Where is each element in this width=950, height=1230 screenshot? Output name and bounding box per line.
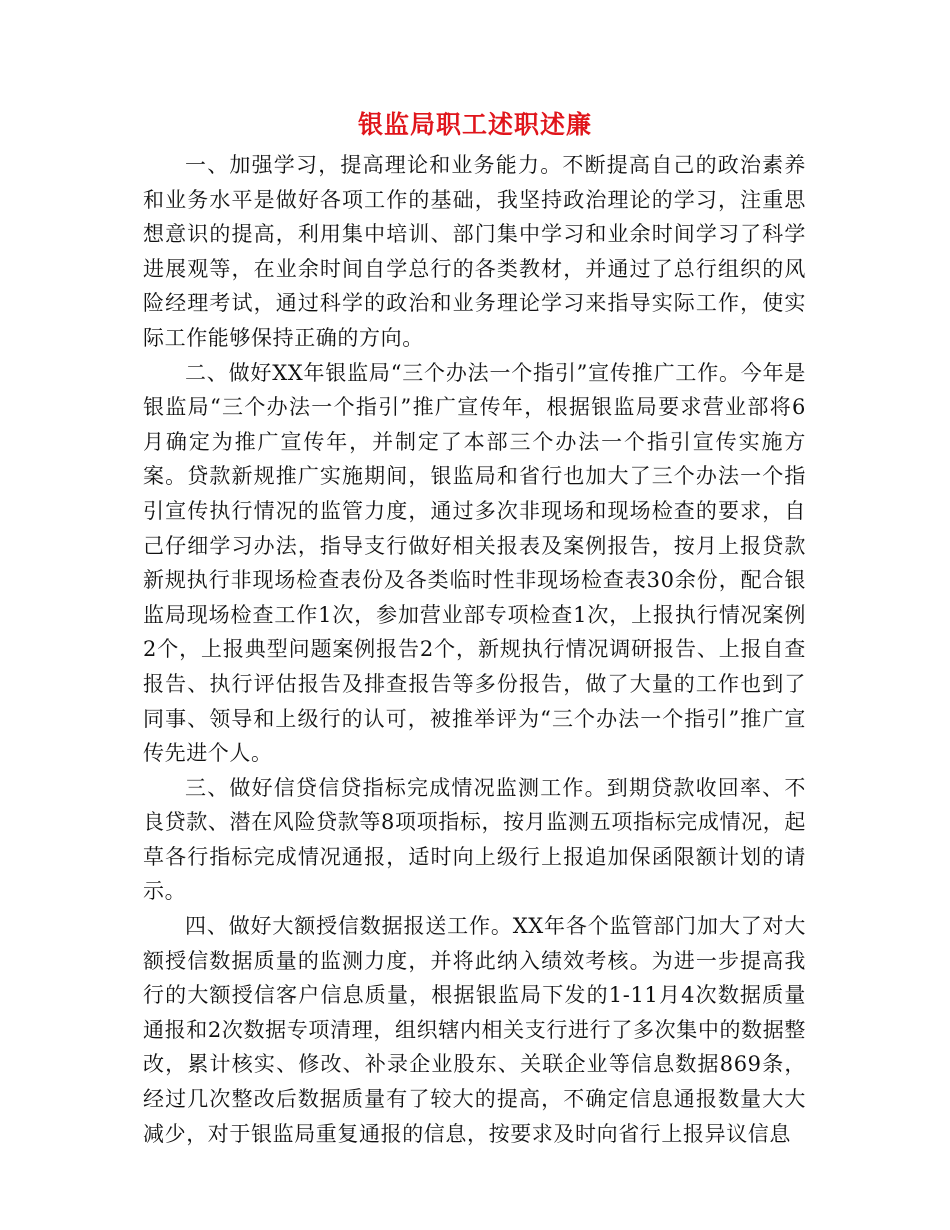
paragraph-4: 四、做好大额授信数据报送工作。XX年各个监管部门加大了对大额授信数据质量的监测力度，并将此纳入绩效考核。为进一步提高我行的大额授信客户信息质量，根据银监局下发的1-11月4次数据质量通报和2次数据专项清理，组织辖内相关支行进行了多次集中的数据整改，累计核实、修改、补录企业股东、关联企业等信息数据869条，经过几次整改后数据质量有了较大的提高，不确定信息通报数量大大减少，对于银监局重复通报的信息，按要求及时向省行上报异议信息 bbox=[143, 914, 806, 1146]
document-body bbox=[143, 148, 806, 1151]
paragraph-2: 二、做好XX年银监局“三个办法一个指引”宣传推广工作。今年是银监局“三个办法一个指引”推广宣传年，根据银监局要求营业部将6月确定为推广宣传年，并制定了本部三个办法一个指引宣传实施方案。贷款新规推广实施期间，银监局和省行也加大了三个办法一个指引宣传执行情况的监管力度，通过多次非现场和现场检查的要求，自己仔细学习办法，指导支行做好相关报表及案例报告，按月上报贷款新规执行非现场检查表份及各类临时性非现场检查表30余份，配合银监局现场检查工作1次，参加营业部专项检查1次，上报执行情况案例2个，上报典型问题案例报告2个，新规执行情况调研报告、上报自查报告、执行评估报告及排查报告等多份报告，做了大量的工作也到了同事、领导和上级行的认可，被推举评为“三个办法一个指引”推广宣传先进个人。 bbox=[143, 360, 806, 766]
document-title: 银监局职工述职述廉 bbox=[357, 110, 592, 139]
paragraph-3: 三、做好信贷信贷指标完成情况监测工作。到期贷款收回率、不良贷款、潜在风险贷款等8项项指标，按月监测五项指标完成情况，起草各行指标完成情况通报，适时向上级行上报追加保函限额计划的请示。 bbox=[143, 775, 806, 904]
paragraph-1: 一、加强学习，提高理论和业务能力。不断提高自己的政治素养和业务水平是做好各项工作的基础，我坚持政治理论的学习，注重思想意识的提高，利用集中培训、部门集中学习和业余时间学习了科学进展观等，在业余时间自学总行的各类教材，并通过了总行组织的风险经理考试，通过科学的政治和业务理论学习来指导实际工作，使实际工作能够保持正确的方向。 bbox=[143, 153, 806, 350]
